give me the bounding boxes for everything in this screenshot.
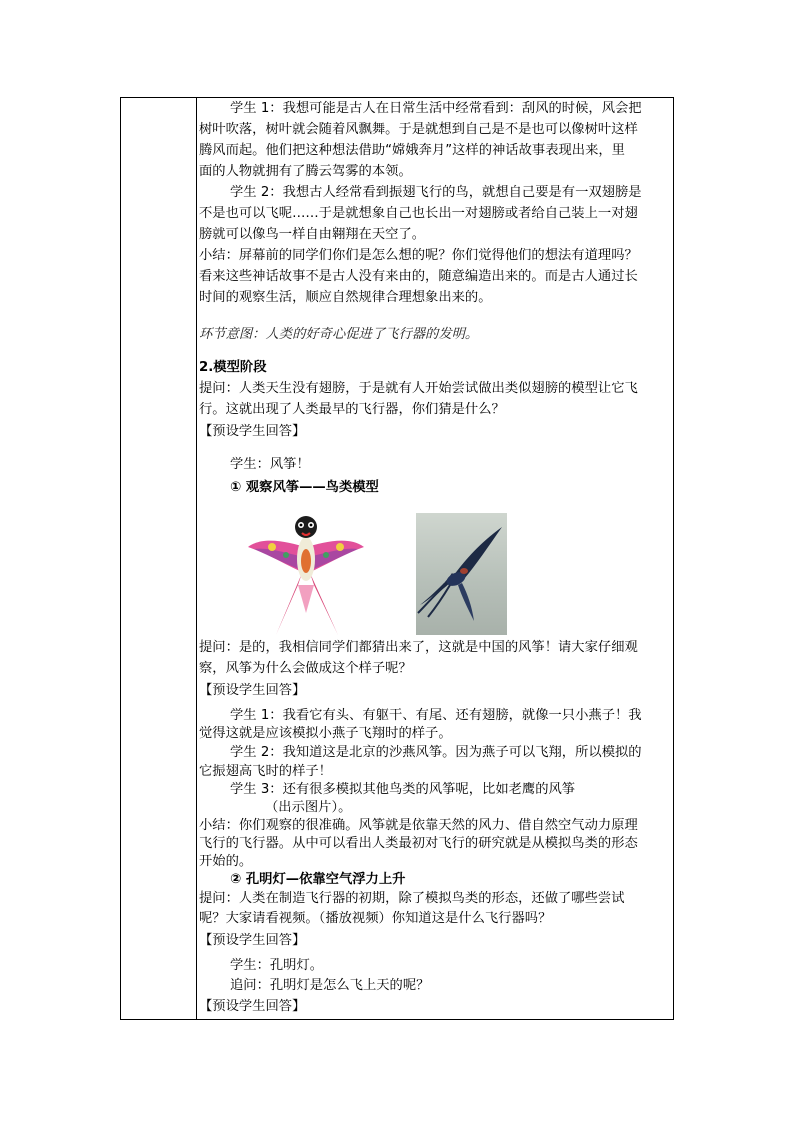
text-line: 学生 2：我知道这是北京的沙燕风筝。因为燕子可以飞翔，所以模拟的 (230, 745, 642, 760)
text-line: 追问：孔明灯是怎么飞上天的呢？ (230, 978, 430, 993)
text-line: 时间的观察生活，顺应自然规律合理想象出来的。 (199, 290, 492, 305)
text-line: 行。这就出现了人类最早的飞行器，你们猜是什么？ (199, 402, 505, 417)
column-divider (196, 98, 197, 1019)
text-line: 学生 2：我想古人经常看到振翅飞行的鸟，就想自己要是有一双翅膀是 (230, 185, 642, 200)
text-line: 小结：你们观察的很准确。风筝就是依靠天然的风力、借自然空气动力原理 (199, 818, 638, 833)
text-line: 【预设学生回答】 (199, 683, 306, 698)
text-line: （出示图片）。 (265, 800, 352, 815)
swallow-photo (416, 513, 507, 635)
text-line: 觉得这就是应该模拟小燕子飞翔时的样子。 (199, 726, 452, 741)
text-line: 学生 3：还有很多模拟其他鸟类的风筝呢，比如老鹰的风筝 (230, 782, 576, 797)
text-line: 它振翅高飞时的样子！ (199, 764, 332, 779)
text-line: 【预设学生回答】 (199, 424, 306, 439)
text-line: 树叶吹落，树叶就会随着风飘舞。于是就想到自己是不是也可以像树叶这样 (199, 122, 638, 137)
text-line: 学生 1：我看它有头、有躯干、有尾、还有翅膀，就像一只小燕子！我 (230, 708, 642, 723)
text-line: 腾风而起。他们把这种想法借助“嫦娥奔月”这样的神话故事表现出来，里 (199, 143, 625, 158)
text-line: 呢？大家请看视频。（播放视频）你知道这是什么飞行器吗？ (199, 911, 552, 926)
text-line: 开始的。 (199, 854, 253, 869)
text-line: 看来这些神话故事不是古人没有来由的，随意编造出来的。而是古人通过长 (199, 269, 638, 284)
text-line: 膀就可以像鸟一样自由翱翔在天空了。 (199, 227, 426, 242)
text-line: 察，风筝为什么会做成这个样子呢？ (199, 661, 412, 676)
text-line: 提问：人类在制造飞行器的初期，除了模拟鸟类的形态，还做了哪些尝试 (199, 891, 625, 906)
text-line: 【预设学生回答】 (199, 999, 306, 1014)
text-line: 提问：是的，我相信同学们都猜出来了，这就是中国的风筝！请大家仔细观 (199, 640, 638, 655)
text-line: 学生：风筝！ (230, 457, 310, 472)
text-line: 学生 1：我想可能是古人在日常生活中经常看到：刮风的时候，风会把 (230, 101, 642, 116)
swallow-kite-image (246, 513, 366, 637)
text-line: 【预设学生回答】 (199, 933, 306, 948)
text-line: 提问：人类天生没有翅膀，于是就有人开始尝试做出类似翅膀的模型让它飞 (199, 381, 638, 396)
section-heading: 2.模型阶段 (199, 360, 267, 375)
text-line: 面的人物就拥有了腾云驾雾的本领。 (199, 164, 412, 179)
sub-heading: ② 孔明灯—依靠空气浮力上升 (230, 872, 406, 887)
text-line: 飞行的飞行器。从中可以看出人类最初对飞行的研究就是从模拟鸟类的形态 (199, 836, 638, 851)
text-line: 不是也可以飞呢……于是就想象自己也长出一对翅膀或者给自己装上一对翅 (199, 206, 638, 221)
sub-heading: ① 观察风筝——鸟类模型 (230, 480, 379, 495)
lesson-table (120, 97, 674, 1020)
text-line: 学生：孔明灯。 (230, 958, 324, 973)
text-line: 小结：屏幕前的同学们你们是怎么想的呢？你们觉得他们的想法有道理吗？ (199, 248, 638, 263)
section-intent: 环节意图：人类的好奇心促进了飞行器的发明。 (199, 327, 479, 342)
